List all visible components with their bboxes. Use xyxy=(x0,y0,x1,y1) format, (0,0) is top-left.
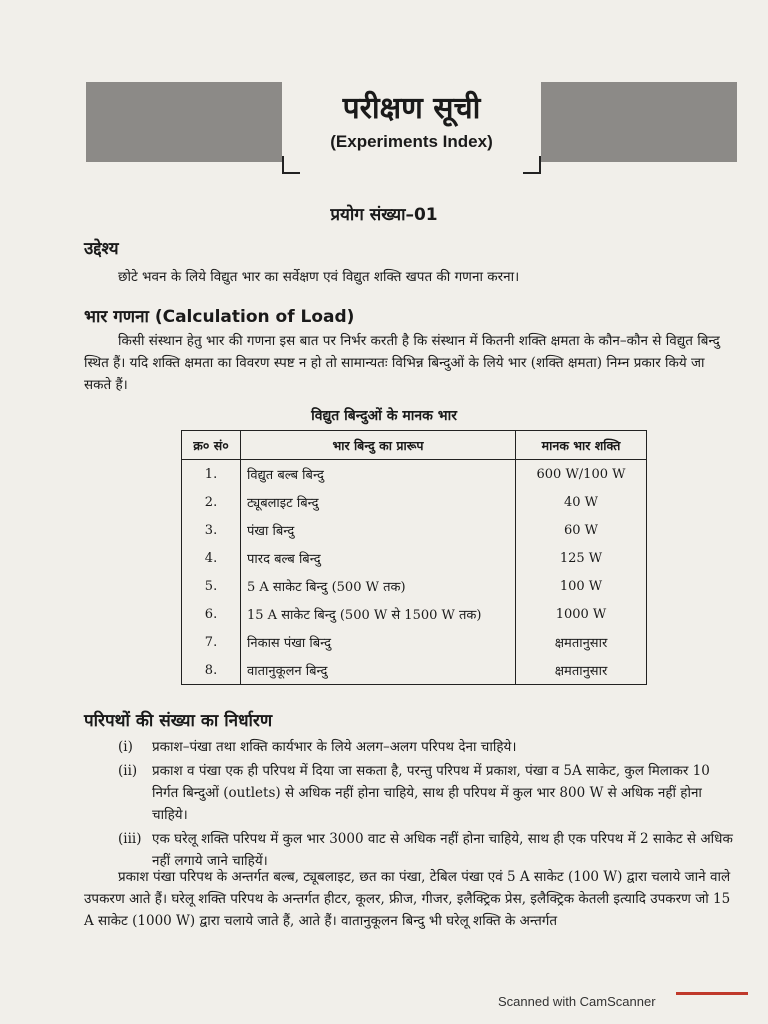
page-subtitle: (Experiments Index) xyxy=(330,132,493,151)
objective-heading: उद्देश्य xyxy=(84,239,119,259)
row-load-value: 60 W xyxy=(516,516,647,544)
scanner-watermark: Scanned with CamScanner xyxy=(498,994,656,1009)
header-load-type: भार बिन्दु का प्रारूप xyxy=(241,431,516,460)
experiment-title: प्रयोग संख्या–01 xyxy=(330,205,438,225)
table-caption: विद्युत बिन्दुओं के मानक भार xyxy=(311,408,457,424)
table-row xyxy=(182,460,647,489)
corner-bracket-left xyxy=(282,156,300,174)
table-row xyxy=(182,656,647,685)
load-heading: भार गणना (Calculation of Load) xyxy=(84,307,355,327)
row-serial: 5. xyxy=(182,572,241,600)
list-item xyxy=(118,760,738,826)
row-serial: 4. xyxy=(182,544,241,572)
scanner-accent-line xyxy=(676,992,748,995)
row-load-value: 125 W xyxy=(516,544,647,572)
row-load-value: 600 W/100 W xyxy=(516,460,647,489)
row-load-type: 5 A साकेट बिन्दु (500 W तक) xyxy=(241,572,516,600)
row-load-type: वातानुकूलन बिन्दु xyxy=(241,656,516,685)
row-load-type: निकास पंखा बिन्दु xyxy=(241,628,516,656)
table-row xyxy=(182,544,647,572)
header-title-box xyxy=(282,78,541,174)
list-item-text: एक घरेलू शक्ति परिपथ में कुल भार 3000 वाट से अधिक नहीं होना चाहिये, साथ ही एक परिपथ में 2 साकेट से अधिक नहीं लगाये जाने चाहियें। xyxy=(152,831,733,869)
header-standard-load: मानक भार शक्ति xyxy=(516,431,647,460)
row-serial: 2. xyxy=(182,488,241,516)
list-marker: (ii) xyxy=(118,763,138,779)
row-load-type: ट्यूबलाइट बिन्दु xyxy=(241,488,516,516)
row-load-type: 15 A साकेट बिन्दु (500 W से 1500 W तक) xyxy=(241,600,516,628)
table-header-row xyxy=(182,431,647,460)
standard-load-table xyxy=(181,430,647,685)
row-serial: 1. xyxy=(182,460,241,489)
row-load-type: पारद बल्ब बिन्दु xyxy=(241,544,516,572)
page-title: परीक्षण सूची xyxy=(342,91,481,126)
objective-text: छोटे भवन के लिये विद्युत भार का सर्वेक्षण एवं विद्युत शक्ति खपत की गणना करना। xyxy=(118,269,520,285)
row-load-value: 100 W xyxy=(516,572,647,600)
table-row xyxy=(182,600,647,628)
table-row xyxy=(182,488,647,516)
table-row xyxy=(182,516,647,544)
row-serial: 3. xyxy=(182,516,241,544)
list-item-text: प्रकाश–पंखा तथा शक्ति कार्यभार के लिये अलग–अलग परिपथ देना चाहिये। xyxy=(152,739,517,755)
row-serial: 7. xyxy=(182,628,241,656)
list-marker: (i) xyxy=(118,739,133,755)
row-serial: 8. xyxy=(182,656,241,685)
circuit-rules-list xyxy=(118,736,738,874)
load-text: किसी संस्थान हेतु भार की गणना इस बात पर निर्भर करती है कि संस्थान में कितनी शक्ति क्षमता के कौन–कौन से विद्युत बिन्दु स्थित हैं। यदि शक्ति क्षमता का विवरण स्पष्ट न हो तो सामान्यतः विभिन्न बिन्दुओं के लिये भार (शक्ति क्षमता) निम्न प्रकार किये जा सकते हैं। xyxy=(84,333,720,393)
table-row xyxy=(182,572,647,600)
row-load-value: 40 W xyxy=(516,488,647,516)
circuits-heading: परिपथों की संख्या का निर्धारण xyxy=(84,711,273,731)
row-load-type: विद्युत बल्ब बिन्दु xyxy=(241,460,516,489)
row-serial: 6. xyxy=(182,600,241,628)
table-row xyxy=(182,628,647,656)
row-load-type: पंखा बिन्दु xyxy=(241,516,516,544)
closing-paragraph: प्रकाश पंखा परिपथ के अन्तर्गत बल्ब, ट्यूबलाइट, छत का पंखा, टेबिल पंखा एवं 5 A साकेट (100 W) द्वारा चलाये जाने वाले उपकरण आते हैं। घरेलू शक्ति परिपथ के अन्तर्गत हीटर, कूलर, फ्रीज, गीजर, इलैक्ट्रिक प्रेस, इलैक्ट्रिक केतली इत्यादि उपकरण जो 15 A साकेट (1000 W) द्वारा चलाये जाते हैं, आते हैं। वातानुकूलन बिन्दु भी घरेलू शक्ति के अन्तर्गत xyxy=(84,869,731,929)
list-marker: (iii) xyxy=(118,831,142,847)
row-load-value: क्षमतानुसार xyxy=(516,628,647,656)
corner-bracket-right xyxy=(523,156,541,174)
header-serial: क्र० सं० xyxy=(182,431,241,460)
header-banner-right xyxy=(541,82,737,162)
header-banner-left xyxy=(86,82,282,162)
row-load-value: 1000 W xyxy=(516,600,647,628)
row-load-value: क्षमतानुसार xyxy=(516,656,647,685)
list-item xyxy=(118,736,738,758)
list-item-text: प्रकाश व पंखा एक ही परिपथ में दिया जा सकता है, परन्तु परिपथ में प्रकाश, पंखा व 5A साकेट, कुल मिलाकर 10 निर्गत बिन्दुओं (outlets) से अधिक नहीं होना चाहिये, साथ ही परिपथ में कुल भार 800 W से अधिक नहीं होना चाहिये। xyxy=(152,763,710,823)
